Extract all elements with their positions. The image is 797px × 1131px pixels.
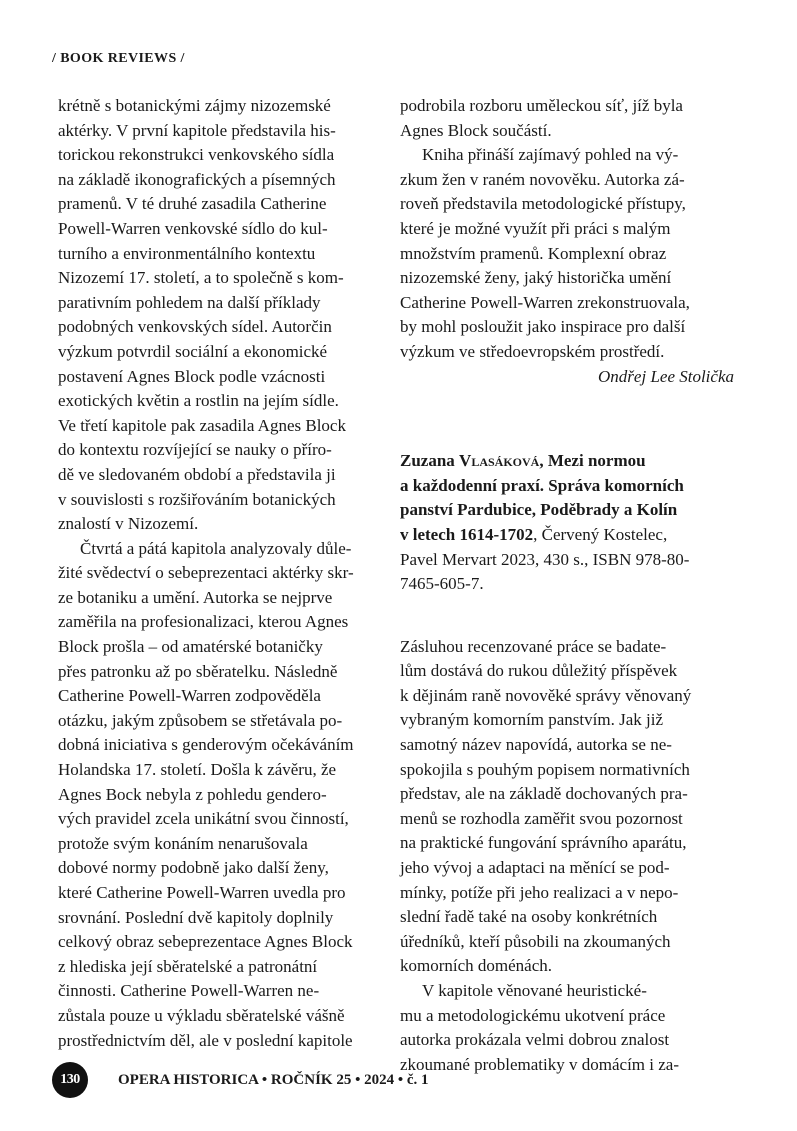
text-line: k dějinám raně novověké správy věnovaný	[400, 685, 692, 705]
text-line: znalostí v Nizozemí.	[58, 514, 199, 534]
text-line: spokojila s pouhým popisem normativních	[400, 759, 690, 779]
heading-line: Zuzana Vlasáková, Mezi normou	[400, 451, 646, 471]
text-line: Ve třetí kapitole pak zasadila Agnes Block	[58, 415, 346, 435]
text-line: Block prošla – od amatérské botaničky	[58, 637, 323, 657]
text-line: podrobila rozboru uměleckou síť, jíž byla	[400, 96, 683, 115]
text-line: zkoumané problematiky v domácím i za-	[400, 1054, 679, 1074]
text-line: Holandska 17. století. Došla k závěru, že	[58, 760, 337, 780]
heading-line: Pavel Mervart 2023, 430 s., ISBN 978-80-	[400, 549, 690, 569]
section-label: / BOOK REVIEWS /	[52, 51, 185, 66]
text-line: výzkum potvrdil sociální a ekonomické	[58, 341, 328, 361]
text-line: ze botaniku a umění. Autorka se nejprve	[58, 587, 333, 607]
paragraph-review-intro	[400, 635, 734, 979]
text-line: postavení Agnes Block podle vzácnosti	[58, 366, 326, 386]
text-line: Čtvrtá a pátá kapitola analyzovaly důle-	[80, 538, 352, 558]
paragraph-review-methods	[400, 979, 734, 1077]
paragraph-continued	[400, 94, 734, 143]
text-line: v souvislosti s rozšiřováním botanických	[58, 489, 336, 509]
text-line: Agnes Bock nebyla z pohledu gendero-	[58, 784, 327, 804]
text-line: Catherine Powell-Warren zodpověděla	[58, 686, 321, 706]
text-line: nizozemské ženy, jaký historička umění	[400, 268, 672, 288]
text-line: mu a metodologickému ukotvení práce	[400, 1005, 666, 1025]
text-line: vých pravidel zcela unikátní svou činností,	[58, 809, 349, 829]
text-line: na praktické fungování správního aparátu,	[400, 833, 687, 853]
text-line: množstvím pramenů. Komplexní obraz	[400, 243, 667, 263]
text-line: turního a environmentálního kontextu	[58, 243, 316, 263]
page-number-badge: 130	[52, 1062, 88, 1098]
journal-title: OPERA HISTORICA • ROČNÍK 25 • 2024 • č. 1	[118, 1071, 429, 1088]
text-line: které Catherine Powell-Warren uvedla pro	[58, 883, 346, 902]
text-line: celkový obraz sebeprezentace Agnes Block	[58, 932, 353, 952]
text-line: které je možné využít při práci s malým	[400, 218, 671, 238]
text-line: parativním pohledem na další příklady	[58, 292, 321, 312]
text-line: výzkum ve středoevropském prostředí.	[400, 341, 665, 361]
text-line: vybraným komorním panstvím. Jak již	[400, 710, 663, 730]
text-line: Powell-Warren venkovské sídlo do kul-	[58, 218, 328, 238]
paragraph-conclusion	[400, 143, 734, 364]
text-line: Nizozemí 17. století, a to společně s kom-	[58, 268, 344, 288]
text-line: dobná iniciativa s genderovým očekáváním	[58, 735, 354, 755]
text-line: jeho vývoj a adaptaci na měnící se pod-	[400, 858, 670, 878]
paragraph-2	[58, 537, 384, 1053]
heading-line: 7465-605-7.	[400, 574, 484, 594]
text-line: aktérky. V první kapitole představila his-	[58, 120, 336, 140]
text-line: přes patronku až po sběratelku. Následně	[58, 661, 338, 681]
text-line: by mohl posloužit jako inspirace pro další	[400, 317, 686, 337]
text-line: pramenů. V té druhé zasadila Catherine	[58, 194, 327, 214]
text-line: Kniha přináší zajímavý pohled na vý-	[422, 145, 679, 165]
text-line: Catherine Powell-Warren zrekonstruovala,	[400, 292, 690, 312]
text-line: představ, ale na základě dochovaných pra-	[400, 784, 688, 804]
text-line: podobných venkovských sídel. Autorčin	[58, 317, 332, 337]
text-line: slední řadě také na osoby konkrétních	[400, 907, 658, 927]
text-line: Zásluhou recenzované práce se badate-	[400, 636, 667, 656]
text-line: zkum žen v raném novověku. Autorka zá-	[400, 169, 685, 189]
text-line: srovnání. Poslední dvě kapitoly doplnily	[58, 907, 334, 927]
text-line: zůstala pouze u výkladu sběratelské vášně	[58, 1005, 345, 1025]
text-line: exotických květin a rostlin na jejím sídle.	[58, 391, 339, 411]
right-column	[400, 94, 734, 1077]
paragraph-1	[58, 94, 384, 537]
text-line: žité svědectví o sebeprezentaci aktérky skr-	[58, 563, 354, 583]
text-line: mínky, potíže při jeho realizaci a v nepo-	[400, 882, 679, 902]
heading-line: v letech 1614-1702, Červený Kostelec,	[400, 524, 668, 544]
text-line: zaměřila na profesionalizaci, kterou Agnes	[58, 612, 349, 632]
text-line: komorních doménách.	[400, 956, 553, 976]
text-line: roveň představila metodologické přístupy,	[400, 194, 686, 214]
text-line: lům dostává do rukou důležitý příspěvek	[400, 661, 678, 681]
text-line: samotný název napovídá, autorka se ne-	[400, 735, 672, 755]
text-line: úředníků, kteří působili na zkoumaných	[400, 931, 671, 951]
heading-line: panství Pardubice, Poděbrady a Kolín	[400, 500, 678, 520]
text-line: dobové normy podobně jako další ženy,	[58, 858, 329, 878]
text-line: na základě ikonografických a písemných	[58, 169, 336, 189]
reviewer-signature: Ondřej Lee Stolička	[598, 366, 734, 386]
text-line: do kontextu rozvíjející se nauky o příro-	[58, 440, 332, 460]
text-line: otázku, jakým způsobem se střetávala po-	[58, 710, 343, 730]
page-footer	[52, 1062, 429, 1098]
text-line: protože svým konáním nenarušovala	[58, 833, 308, 853]
text-line: činnosti. Catherine Powell-Warren ne-	[58, 981, 320, 1001]
text-line: dě ve sledovaném období a představila ji	[58, 464, 336, 484]
text-line: menů se rozhodla zaměřit svou pozornost	[400, 808, 683, 828]
left-column	[58, 94, 384, 1053]
text-line: V kapitole věnované heuristické-	[422, 981, 647, 1000]
author-surname: Vlasáková	[459, 451, 540, 471]
text-line: prostřednictvím děl, ale v poslední kapitole	[58, 1030, 353, 1050]
heading-line: a každodenní praxí. Správa komorních	[400, 475, 684, 495]
text-line: autorka prokázala velmi dobrou znalost	[400, 1030, 670, 1050]
text-line: torickou rekonstrukci venkovského sídla	[58, 145, 335, 165]
review-heading	[400, 449, 734, 597]
text-line: krétně s botanickými zájmy nizozemské	[58, 96, 331, 115]
text-line: z hlediska její sběratelské a patronátní	[58, 956, 318, 976]
text-line: Agnes Block součástí.	[400, 120, 552, 140]
